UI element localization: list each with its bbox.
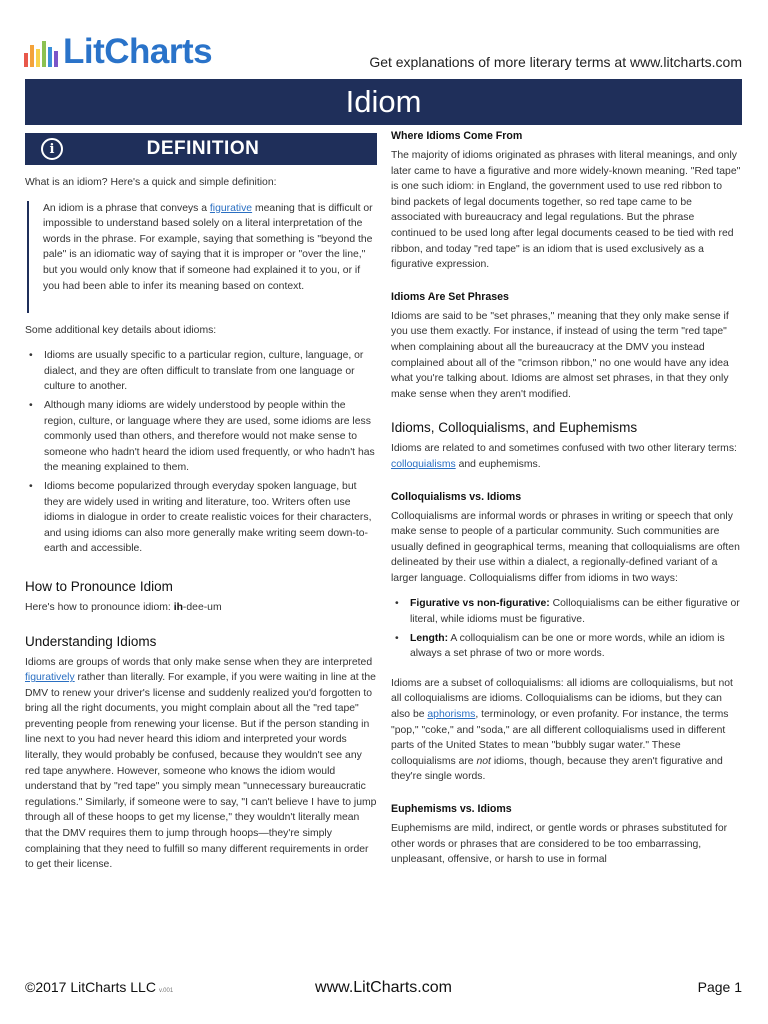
definition-header (25, 133, 377, 165)
colloquialisms-text: Colloquialisms are informal words or phrases in writing or speech that only make sense to people of a particular community. Such communities are usually defined in geographical terms, meaning that colloquialisms are often delineated by their use within a dialect, a regionally-defined variant of a larger language. Colloquialisms differ from idioms in two ways: (391, 510, 740, 584)
related-text: Idioms are related to and sometimes confused with two other literary terms: colloquialisms and euphemisms. (391, 443, 737, 470)
set-phrases-text: Idioms are said to be "set phrases," meaning that they only make sense if you use them exactly. For instance, if instead of using the term "red tape" when complaining about all the bureaucracy at the DMV you instead complained about all of the "crimson ribbon," no one would have any idea what you're talking about. Idioms are almost set phrases, in that they only make sense when they aren't modified. (391, 310, 729, 400)
understanding-text: Idioms are groups of words that only make sense when they are interpreted figuratively rather than literally. For example, if you were waiting in line at the DMV to renew your driver's license and suddenly realized you'd forgotten to bring all the right documents, you might complain about all the "red tape" preventing people from renewing your license. But if the person standing in line next to you had never heard this idiom and interpreted your words literally, they would probably be confused, because they wouldn't see any red tape anywhere. However, someone who knows the idiom would understand that by "red tape" you simply mean "unnecessary bureaucratic regulations." Similarly, if someone were to say, "I can't believe I have to jump through all of these hoops to get my license," they wouldn't literally mean that the DMV requires them to jump through hoops—they're simply complaining that they need to fulfill so many different requirements in order to get their license. (25, 656, 377, 871)
footer (25, 979, 742, 999)
list-item: • Idioms are usually specific to a particular region, culture, language, or dialect, and they are often difficult to translate from one language or culture to another. (25, 348, 377, 395)
right-column (391, 130, 742, 868)
list-item: • Length: A colloquialism can be one or more words, while an idiom is always a set phrase of two or more words. (391, 631, 742, 662)
definition-heading: DEFINITION (146, 138, 260, 159)
logo-bars-icon (24, 37, 58, 67)
left-column (25, 133, 377, 873)
definition-intro: What is an idiom? Here's a quick and simple definition: (25, 177, 277, 188)
litcharts-logo[interactable] (24, 32, 212, 72)
where-from-text: The majority of idioms originated as phrases with literal meanings, and only later came to have a figurative and more widely-known meaning. "Red tape" is one such idiom: in England, the government used to use red ribbon to bind packets of legal documents together, so red tape came to be associated with bureaucracy and legal regulations. But the phrase continued to be used long after legal documents ceased to be tied with red ribbon, and today "red tape" is an idiom that is used exclusively as a figurative expression. (391, 150, 741, 271)
aphorisms-link[interactable]: aphorisms (427, 709, 476, 721)
definition-quote-text: An idiom is a phrase that conveys a figurative meaning that is difficult or impossible to understand based solely on a literal interpretation of the words in the phrase. For example, saying that something is "beyond the pale" is an idiomatic way of saying that it is improper or "over the line," but you would only know that if someone had explained it to you, or if you had been able to infer its meaning based on context. (43, 202, 373, 292)
euphemisms-text: Euphemisms are mild, indirect, or gentle words or phrases substituted for other words or phrases that are considered to be too embarrassing, unpleasant, offensive, or harsh to use in formal (391, 823, 728, 866)
copyright: ©2017 LitCharts LLC v.001 (25, 979, 174, 995)
details-intro: Some additional key details about idioms: (25, 324, 217, 336)
list-item: • Although many idioms are widely understood by people within the region, culture, or language where they are used, some idioms are less commonly used than others, and therefore would not make sense to someone who hadn't heard the idiom used frequently, or who hadn't has the meaning explained to them. (25, 398, 377, 476)
logo-text: LitCharts (63, 32, 213, 71)
version-label: v.001 (158, 988, 174, 994)
set-phrases-heading: Idioms Are Set Phrases (391, 290, 509, 303)
colloquialisms-list (391, 596, 742, 661)
where-from-heading: Where Idioms Come From (391, 130, 523, 142)
pronounce-heading: How to Pronounce Idiom (25, 578, 173, 594)
euphemisms-heading: Euphemisms vs. Idioms (391, 803, 512, 815)
definition-quote (27, 201, 377, 313)
figuratively-link[interactable]: figuratively (25, 672, 75, 684)
page-number: Page 1 (697, 979, 742, 995)
page-title-bar (25, 79, 742, 125)
tagline: Get explanations of more literary terms at www.litcharts.com (369, 54, 742, 70)
understanding-heading: Understanding Idioms (25, 633, 157, 649)
pronounce-text: Here's how to pronounce idiom: ih-dee-um (25, 601, 222, 613)
list-item: • Figurative vs non-figurative: Colloquialisms can be either figurative or literal, while idioms must be figurative. (391, 596, 742, 627)
page-title: Idiom (345, 84, 422, 119)
subset-text: Idioms are a subset of colloquialisms: all idioms are colloquialisms, but not all colloquialisms are idioms. Colloquialisms can be idioms, but they can also be aphorisms, terminology, or even profanity. For instance, the terms "pop," "coke," and "soda," are all different colloquialisms used in different parts of the United States to mean "bubbly sugar water." These colloquialisms are not idioms, though, because they aren't figurative and they're single words. (391, 677, 733, 783)
info-icon: i (41, 138, 63, 160)
colloquialisms-heading: Colloquialisms vs. Idioms (391, 490, 522, 503)
related-heading: Idioms, Colloquialisms, and Euphemisms (391, 420, 638, 436)
colloquialisms-link[interactable]: colloquialisms (391, 458, 456, 470)
site-link[interactable]: www.LitCharts.com (315, 979, 452, 996)
figurative-link[interactable]: figurative (209, 202, 253, 214)
list-item: • Idioms become popularized through everyday spoken language, but they are widely used in writing and literature, too. Writers often use idioms in dialogue in order to create realistic voices for their characters, and using idioms can also more generally make writing seem down-to-earth and accessible. (25, 479, 377, 557)
details-list (25, 348, 377, 557)
